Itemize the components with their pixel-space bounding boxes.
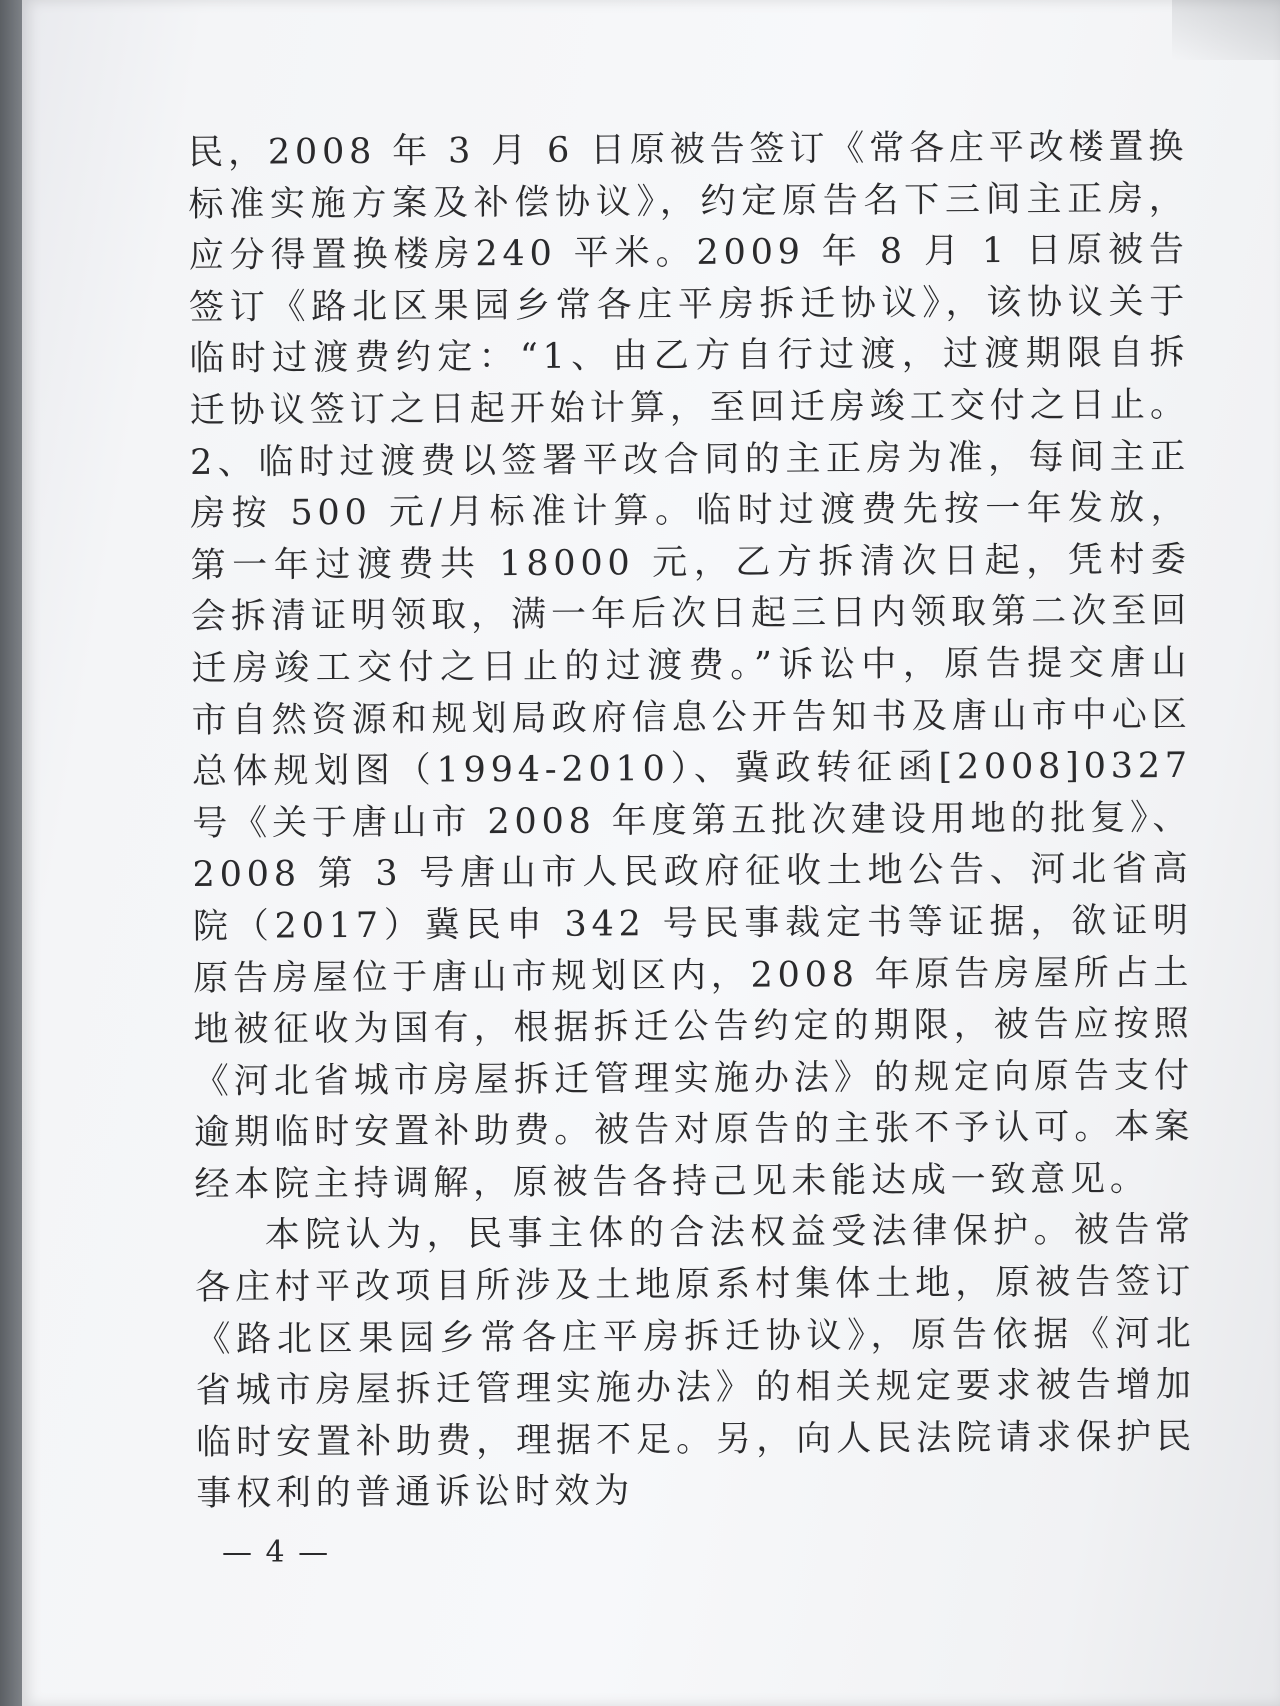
document-body [188, 122, 1196, 1521]
paragraph-facts: 民，2008 年 3 月 6 日原被告签订《常各庄平改楼置换标准实施方案及补偿协议》，约定原告名下三间主正房，应分得置换楼房240 平米。2009 年 8 月 1 日原被告签订《路北区果园乡常各庄平房拆迁协议》，该协议关于临时过渡费约定：“1、由乙方自行过渡，过渡期限自拆迁协议签订之日起开始计算，至回迁房竣工交付之日止。2、临时过渡费以签署平改合同的主正房为准，每间主正房按 500 元/月标准计算。临时过渡费先按一年发放，第一年过渡费共 18000 元，乙方拆清次日起，凭村委会拆清证明领取，满一年后次日起三日内领取第二次至回迁房竣工交付之日止的过渡费。”诉讼中，原告提交唐山市自然资源和规划局政府信息公开告知书及唐山市中心区总体规划图（1994-2010）、冀政转征函[2008]0327 号《关于唐山市 2008 年度第五批次建设用地的批复》、2008 第 3 号唐山市人民政府征收土地公告、河北省高院（2017）冀民申 342 号民事裁定书等证据，欲证明原告房屋位于唐山市规划区内，2008 年原告房屋所占土地被征收为国有，根据拆迁公告约定的期限，被告应按照《河北省城市房屋拆迁管理实施办法》的规定向原告支付逾期临时安置补助费。被告对原告的主张不予认可。本案经本院主持调解，原被告各持己见未能达成一致意见。 [188, 126, 1195, 1205]
paragraph-court-opinion: 本院认为，民事主体的合法权益受法律保护。被告常各庄村平改项目所涉及土地原系村集体土地，原被告签订《路北区果园乡常各庄平房拆迁协议》，原告依据《河北省城市房屋拆迁管理实施办法》的相关规定要求被告增加临时安置补助费，理据不足。另，向人民法院请求保护民事权利的普通诉讼时效为 [194, 1210, 1197, 1515]
page-number: — 4 — [222, 1535, 331, 1570]
paper-shadow [1172, 0, 1280, 60]
